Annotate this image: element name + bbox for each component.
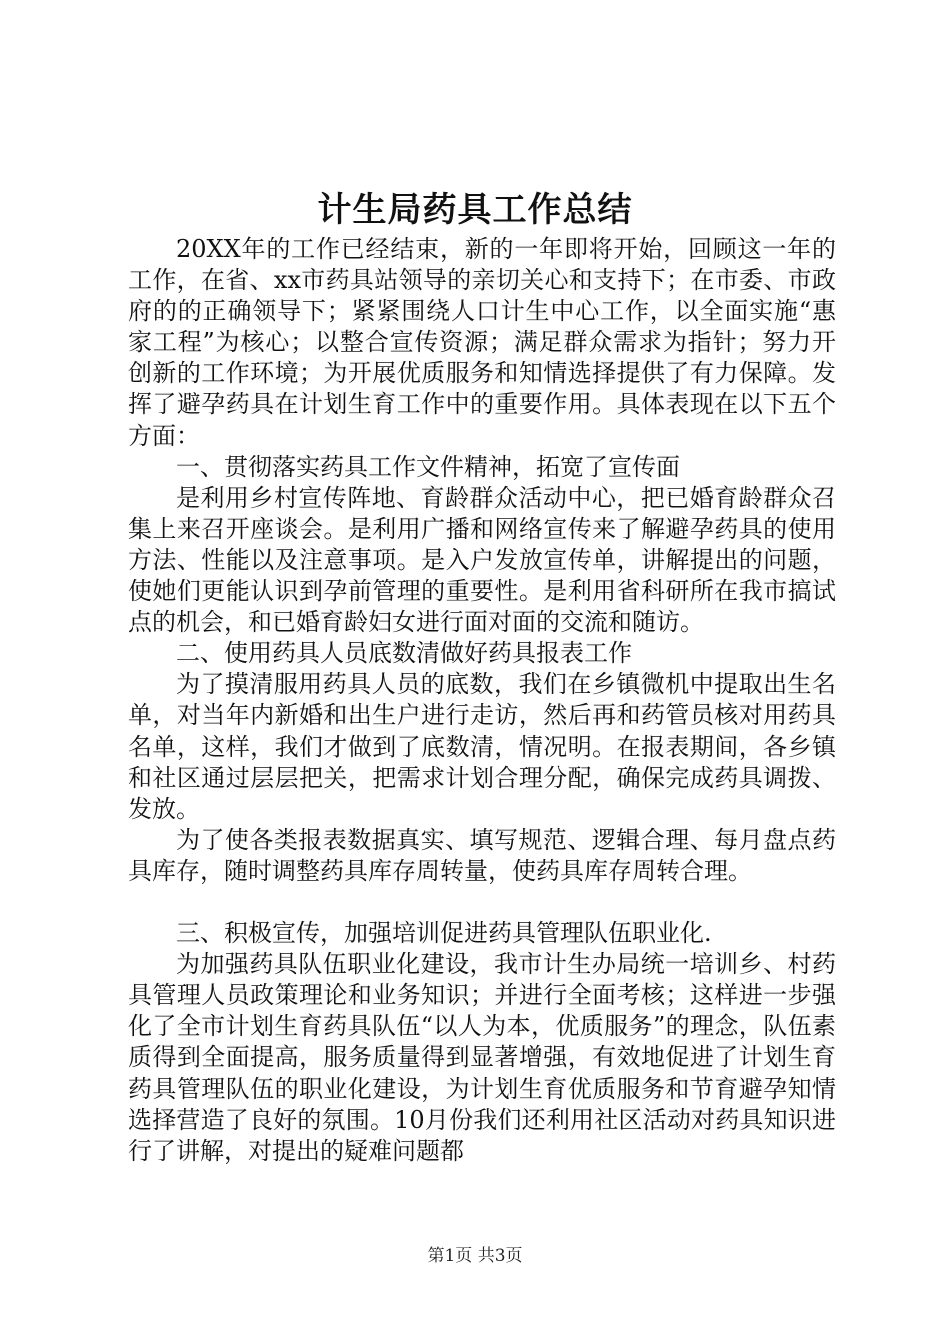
blank-line: [128, 887, 836, 918]
document-body: [128, 234, 836, 1167]
section-2-paragraph-1: 为了摸清服用药具人员的底数，我们在乡镇微机中提取出生名单，对当年内新婚和出生户进行走访，然后再和药管员核对用药具名单，这样，我们才做到了底数清，情况明。在报表期间，各乡镇和社区通过层层把关，把需求计划合理分配，确保完成药具调拨、发放。: [128, 670, 836, 823]
section-heading-1: 一、贯彻落实药具工作文件精神，拓宽了宣传面: [176, 452, 680, 481]
section-3-paragraph: 为加强药具队伍职业化建设，我市计生办局统一培训乡、村药具管理人员政策理论和业务知识；并进行全面考核；这样进一步强化了全市计划生育药具队伍“以人为本，优质服务”的理念，队伍素质得到全面提高，服务质量得到显著增强，有效地促进了计划生育药具管理队伍的职业化建设，为计划生育优质服务和节育避孕知情选择营造了良好的氛围。10月份我们还利用社区活动对药具知识进行了讲解，对提出的疑难问题都: [128, 950, 836, 1165]
section-heading-2: 二、使用药具人员底数清做好药具报表工作: [176, 639, 632, 668]
section-heading-3: 三、积极宣传，加强培训促进药具管理队伍职业化.: [176, 919, 712, 948]
section-1-paragraph: 是利用乡村宣传阵地、育龄群众活动中心，把已婚育龄群众召集上来召开座谈会。是利用广播和网络宣传来了解避孕药具的使用方法、性能以及注意事项。是入户发放宣传单，讲解提出的问题，使她们更能认识到孕前管理的重要性。是利用省科研所在我市搞试点的机会，和已婚育龄妇女进行面对面的交流和随访。: [128, 483, 836, 637]
section-2-paragraph-2: 为了使各类报表数据真实、填写规范、逻辑合理、每月盘点药具库存，随时调整药具库存周转量，使药具库存周转合理。: [128, 825, 836, 885]
intro-paragraph: 20XX年的工作已经结束，新的一年即将开始，回顾这一年的工作，在省、xx市药具站领导的亲切关心和支持下；在市委、市政府的的正确领导下；紧紧围绕人口计生中心工作，以全面实施“惠家工程”为核心；以整合宣传资源；满足群众需求为指针；努力开创新的工作环境；为开展优质服务和知情选择提供了有力保障。发挥了避孕药具在计划生育工作中的重要作用。具体表现在以下五个方面：: [128, 235, 836, 450]
document-title: 计生局药具工作总结: [317, 190, 633, 230]
page-number-footer: 第1页 共3页: [427, 1246, 523, 1266]
